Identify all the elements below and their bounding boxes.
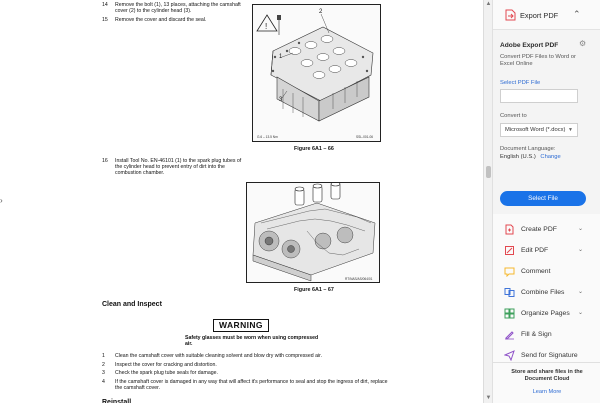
scroll-down-icon[interactable]: ▼ xyxy=(485,395,492,401)
export-card xyxy=(493,30,600,214)
edit-pdf-icon xyxy=(504,245,515,256)
svg-text:!: ! xyxy=(265,22,268,31)
step-number: 3 xyxy=(102,370,105,376)
step-number: 16 xyxy=(102,158,108,164)
export-pdf-icon xyxy=(505,9,516,21)
figure-callout: 2 xyxy=(319,9,323,15)
chevron-down-icon: ▼ xyxy=(568,127,573,133)
combine-files-icon xyxy=(504,287,515,298)
create-pdf-icon xyxy=(504,224,515,235)
step-text: Remove the bolt (1), 13 places, attaching the camshaft cover (2) to the cylinder head (3). xyxy=(115,2,241,15)
tool-create-pdf[interactable] xyxy=(493,219,600,240)
export-pdf-header[interactable] xyxy=(493,0,600,30)
tool-label: Create PDF xyxy=(521,226,557,233)
pdf-page xyxy=(88,0,396,403)
tool-label: Fill & Sign xyxy=(521,331,552,338)
tool-label: Send for Signature xyxy=(521,352,578,359)
figure-id: SSL-001-06 xyxy=(356,135,374,139)
pane-title: Export PDF xyxy=(520,11,559,20)
chevron-down-icon[interactable]: ⌄ xyxy=(578,247,584,253)
warning-label: WARNING xyxy=(213,319,269,332)
section-heading: Clean and Inspect xyxy=(102,301,162,308)
step-number: 15 xyxy=(102,17,108,23)
chevron-down-icon[interactable]: ⌄ xyxy=(578,310,584,316)
figure-id-left: G.6 – 13.5 Nm xyxy=(257,135,278,139)
learn-more-link[interactable]: Learn More xyxy=(532,389,562,395)
step-text: Check the spark plug tube seals for damage. xyxy=(115,370,218,376)
card-description: Convert PDF Files to Word or Excel Online xyxy=(500,54,576,68)
scroll-thumb[interactable] xyxy=(486,166,491,178)
select-pdf-link[interactable]: Select PDF File xyxy=(500,80,541,86)
convert-label: Convert to xyxy=(500,113,527,119)
change-language-link[interactable]: Change xyxy=(540,154,561,160)
comment-icon xyxy=(504,266,515,277)
step-number: 2 xyxy=(102,362,105,368)
send-signature-icon xyxy=(504,350,515,361)
card-title: Adobe Export PDF xyxy=(500,42,559,49)
footer-text: Store and share files in the Document Cloud xyxy=(511,369,583,382)
step-text: Clean the camshaft cover with suitable cleaning solvent and blow dry with compressed air. xyxy=(115,353,323,359)
fill-sign-icon xyxy=(504,329,515,340)
section-heading: Reinstall xyxy=(102,399,132,403)
step-text: If the camshaft cover is damaged in any way that will affect it's performance to seal and stop the ingress of dirt, replace the camshaft cover. xyxy=(115,379,388,392)
tool-edit-pdf[interactable] xyxy=(493,240,600,261)
step-text: Install Tool No. EN-46101 (1) to the spark plug tubes of the cylinder head to prevent entry of dirt into the combustion chamber. xyxy=(115,158,242,177)
tool-combine-files[interactable] xyxy=(493,282,600,303)
tool-label: Organize Pages xyxy=(521,310,570,317)
tool-label: Combine Files xyxy=(521,289,565,296)
figure-camshaft-cover xyxy=(252,4,381,142)
tool-label: Comment xyxy=(521,268,551,275)
step-text: Remove the cover and discard the seal. xyxy=(115,17,207,23)
left-panel-toggle-icon[interactable]: › xyxy=(0,196,3,205)
document-language-label: Document Language: xyxy=(500,146,556,152)
tool-label: Edit PDF xyxy=(521,247,549,254)
warning-text: Safety glasses must be worn when using compressed air. xyxy=(185,335,319,348)
chevron-down-icon[interactable]: ⌄ xyxy=(578,226,584,232)
document-language-row xyxy=(500,154,561,160)
tool-comment[interactable] xyxy=(493,261,600,282)
document-cloud-footer xyxy=(493,362,600,403)
chevron-up-icon[interactable]: ⌃ xyxy=(573,9,581,19)
document-scrollbar[interactable] xyxy=(483,0,492,403)
convert-format-value: Microsoft Word (*.docx) xyxy=(505,127,566,133)
engine-cover-illustration xyxy=(253,5,380,141)
step-number: 14 xyxy=(102,2,108,8)
tool-organize-pages[interactable] xyxy=(493,303,600,324)
document-language-value: English (U.S.) xyxy=(500,154,536,160)
tool-fill-sign[interactable] xyxy=(493,324,600,345)
figure-caption: Figure 6A1 – 66 xyxy=(294,146,334,152)
chevron-down-icon[interactable]: ⌄ xyxy=(578,289,584,295)
tools-pane xyxy=(492,0,600,403)
organize-pages-icon xyxy=(504,308,515,319)
step-number: 1 xyxy=(102,353,105,359)
settings-icon[interactable]: ⚙ xyxy=(579,39,587,48)
scroll-up-icon[interactable]: ▲ xyxy=(485,1,492,7)
figure-spark-plug-tool xyxy=(246,182,380,283)
figure-id: RT/NAS/AS/064/01 xyxy=(345,277,373,281)
pdf-file-input[interactable] xyxy=(500,89,578,103)
step-text: Inspect the cover for cracking and distortion. xyxy=(115,362,217,368)
step-number: 4 xyxy=(102,379,105,385)
figure-callout: 1 xyxy=(279,54,283,60)
convert-format-select[interactable] xyxy=(500,123,578,137)
engine-head-illustration xyxy=(247,183,379,282)
figure-callout: 3 xyxy=(279,97,283,103)
figure-caption: Figure 6A1 – 67 xyxy=(294,287,334,293)
select-file-button[interactable]: Select File xyxy=(500,191,586,206)
